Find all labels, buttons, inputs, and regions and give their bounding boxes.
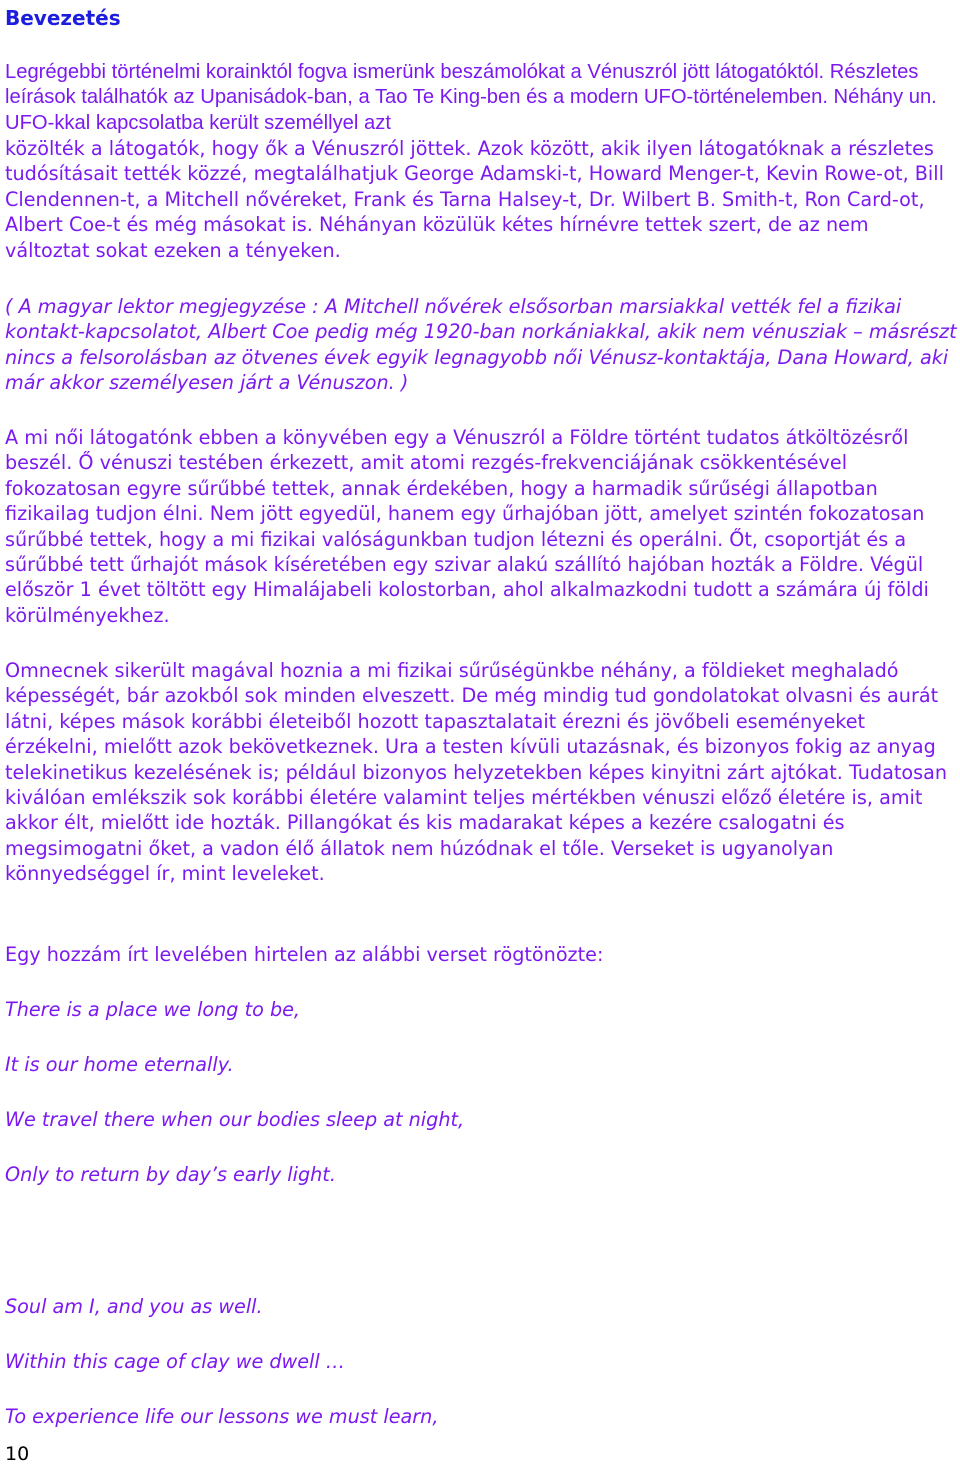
verse-line: Soul am I, and you as well. — [5, 1295, 263, 1318]
paragraph-arrival: A mi női látogatónk ebben a könyvében egy a Vénuszról a Földre történt tudatos átköltözésről beszél. Ő vénuszi testében érkezett, amit atomi rezgés-frekvenciájának csökkentésével fokozatosan egyre sűrűbbé tettek, annak érdekében, hogy a harmadik sűrűségi állapotban fizikailag tudjon élni. Nem jött egyedül, hanem egy űrhajóban jött, amelyet szintén fokozatosan sűrűbbé tettek, hogy a mi fizikai valóságunkban tudjon létezni és operálni. Őt, csoportját és a sűrűbbé tett űrhajót mások kíséretében egy szivar alakú szállító hajóban hozták a Földre. Végül először 1 évet töltött egy Himalájabeli kolostorban, ahol alkalmazkodni tudott a számára új földi körülményekhez. — [5, 426, 929, 627]
intro-paragraph-part2: közölték a látogatók, hogy ők a Vénuszról jöttek. Azok között, akik ilyen látogatóknak a részletes tudósításait tették közzé, megtalálhatjuk George Adamski-t, Howard Menger-t, Kevin Rowe-ot, Bill Clendennen-t, a Mitchell nővéreket, Frank és Tarna Halsey-t, Dr. Wilbert B. Smith-t, Ron Card-ot, Albert Coe-t és még másokat is. Néhányan közülük kétes hírnévre tettek szert, de az nem változtat sokat ezeken a tényeken. — [5, 137, 944, 262]
verse-line: There is a place we long to be, — [5, 998, 301, 1021]
editor-note: ( A magyar lektor megjegyzése : A Mitchell nővérek elsősorban marsiakkal vették fel a fizikai kontakt-kapcsolatot, Albert Coe pedig még 1920-ban norkániakkal, akik nem vénusziak – másrészt nincs a felsorolásban az ötvenes évek egyik legnagyobb női Vénusz-kontaktája, Dana Howard, aki már akkor személyesen járt a Vénuszon. ) — [5, 295, 957, 395]
verse-line: It is our home eternally. — [5, 1053, 234, 1076]
section-heading: Bevezetés — [5, 6, 121, 30]
verse-line: We travel there when our bodies sleep at night, — [5, 1108, 465, 1131]
verse-line: Within this cage of clay we dwell … — [5, 1350, 345, 1373]
verse-line: Only to return by day’s early light. — [5, 1163, 336, 1186]
page-number: 10 — [5, 1443, 30, 1465]
intro-paragraph-part1: Legrégebbi történelmi korainktól fogva ismerünk beszámolókat a Vénuszról jött látogatóktól. Részletes leírások találhatók az Upanisádok-ban, a Tao Te King-ben és a modern UFO-történelemben. Néhány un. UFO-kkal kapcsolatba került személlyel azt — [5, 61, 937, 134]
verse-line: To experience life our lessons we must learn, — [5, 1405, 439, 1428]
paragraph-verse-intro: Egy hozzám írt levelében hirtelen az alábbi verset rögtönözte: — [5, 943, 604, 966]
paragraph-abilities: Omnecnek sikerült magával hoznia a mi fizikai sűrűségünkbe néhány, a földieket meghaladó képességét, bár azokból sok minden elveszett. De még mindig tud gondolatokat olvasni és aurát látni, képes mások korábbi életeiből hozott tapasztalatait érezni és jövőbeli eseményeket érzékelni, mielőtt azok bekövetkeznek. Ura a testen kívüli utazásnak, és bizonyos fokig az anyag telekinetikus kezelésének is; például bizonyos helyzetekben képes kinyitni zárt ajtókat. Tudatosan kiválóan emlékszik sok korábbi életére valamint teljes mértékben vénuszi előző életére is, amit akkor élt, mielőtt ide hozták. Pillangókat és kis madarakat képes a kezére csalogatni és megsimogatni őket, a vadon élő állatok nem húzódnak el tőle. Verseket is ugyanolyan könnyedséggel ír, mint leveleket. — [5, 659, 948, 886]
